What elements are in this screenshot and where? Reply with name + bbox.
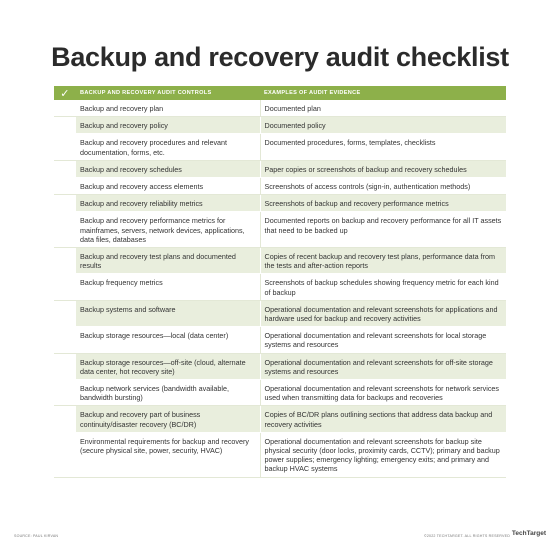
control-cell: Backup and recovery access elements	[76, 178, 260, 195]
checkbox-cell	[54, 100, 76, 117]
evidence-cell: Copies of BC/DR plans outlining sections that address data backup and recovery activities	[260, 406, 506, 432]
checkbox-cell	[54, 274, 76, 300]
table-row	[54, 327, 506, 353]
checkbox-cell	[54, 380, 76, 406]
table-row	[54, 178, 506, 195]
evidence-cell: Documented reports on backup and recovery performance for all IT assets that need to be backed up	[260, 212, 506, 248]
table-row	[54, 160, 506, 177]
evidence-cell: Operational documentation and relevant screenshots for network services used when transmitting data for backups and recoveries	[260, 380, 506, 406]
control-cell: Backup systems and software	[76, 300, 260, 326]
source-note: SOURCE: PAUL KIRVAN	[14, 534, 59, 538]
evidence-cell: Screenshots of backup and recovery performance metrics	[260, 195, 506, 212]
evidence-cell: Operational documentation and relevant screenshots for off-site storage systems and resources	[260, 353, 506, 379]
control-cell: Backup and recovery part of business continuity/disaster recovery (BC/DR)	[76, 406, 260, 432]
evidence-cell: Operational documentation and relevant screenshots for local storage systems and resources	[260, 327, 506, 353]
evidence-cell: Documented procedures, forms, templates, checklists	[260, 134, 506, 160]
evidence-cell: Documented plan	[260, 100, 506, 117]
checkbox-cell	[54, 353, 76, 379]
checkbox-cell	[54, 248, 76, 274]
brand-logo: TechTarget	[511, 530, 546, 537]
evidence-cell: Screenshots of backup schedules showing frequency metric for each kind of backup	[260, 274, 506, 300]
column-header-controls: BACKUP AND RECOVERY AUDIT CONTROLS	[76, 86, 260, 100]
checkmark-icon: ✓	[54, 86, 76, 100]
table-row	[54, 100, 506, 117]
table-row	[54, 117, 506, 134]
audit-checklist-table	[54, 86, 506, 478]
copyright-note: ©2022 TECHTARGET. ALL RIGHTS RESERVED	[423, 534, 510, 538]
evidence-cell: Paper copies or screenshots of backup and recovery schedules	[260, 160, 506, 177]
control-cell: Backup network services (bandwidth available, bandwidth bursting)	[76, 380, 260, 406]
checkbox-cell	[54, 195, 76, 212]
table-row	[54, 432, 506, 477]
control-cell: Backup frequency metrics	[76, 274, 260, 300]
checkbox-cell	[54, 300, 76, 326]
table-row	[54, 353, 506, 379]
control-cell: Environmental requirements for backup and recovery (secure physical site, power, security, HVAC)	[76, 432, 260, 477]
table-row	[54, 380, 506, 406]
table-row	[54, 248, 506, 274]
table-row	[54, 406, 506, 432]
control-cell: Backup and recovery procedures and relevant documentation, forms, etc.	[76, 134, 260, 160]
control-cell: Backup and recovery test plans and documented results	[76, 248, 260, 274]
control-cell: Backup and recovery schedules	[76, 160, 260, 177]
checkbox-cell	[54, 178, 76, 195]
checkbox-cell	[54, 327, 76, 353]
checkbox-cell	[54, 212, 76, 248]
table-row	[54, 195, 506, 212]
checkbox-cell	[54, 117, 76, 134]
page-title: Backup and recovery audit checklist	[51, 42, 509, 72]
column-header-evidence: EXAMPLES OF AUDIT EVIDENCE	[260, 86, 506, 100]
evidence-cell: Operational documentation and relevant screenshots for applications and hardware used for backup and recovery activities	[260, 300, 506, 326]
evidence-cell: Documented policy	[260, 117, 506, 134]
checkbox-cell	[54, 134, 76, 160]
checkbox-cell	[54, 432, 76, 477]
control-cell: Backup and recovery reliability metrics	[76, 195, 260, 212]
evidence-cell: Copies of recent backup and recovery test plans, performance data from the tests and after-action reports	[260, 248, 506, 274]
table-row	[54, 274, 506, 300]
checkbox-cell	[54, 406, 76, 432]
control-cell: Backup and recovery plan	[76, 100, 260, 117]
control-cell: Backup and recovery performance metrics for mainframes, servers, network devices, applications, data files, databases	[76, 212, 260, 248]
evidence-cell: Operational documentation and relevant screenshots for backup site physical security (door locks, proximity cards, CCTV); primary and backup power supplies; emergency lighting; emergency exits; and primary and backup HVAC systems	[260, 432, 506, 477]
control-cell: Backup storage resources—off-site (cloud, alternate data center, hot recovery site)	[76, 353, 260, 379]
table-body	[54, 100, 506, 477]
table-row	[54, 212, 506, 248]
control-cell: Backup storage resources—local (data center)	[76, 327, 260, 353]
table-header-row	[54, 86, 506, 100]
control-cell: Backup and recovery policy	[76, 117, 260, 134]
table-row	[54, 300, 506, 326]
table-row	[54, 134, 506, 160]
evidence-cell: Screenshots of access controls (sign-in, authentication methods)	[260, 178, 506, 195]
checkbox-cell	[54, 160, 76, 177]
